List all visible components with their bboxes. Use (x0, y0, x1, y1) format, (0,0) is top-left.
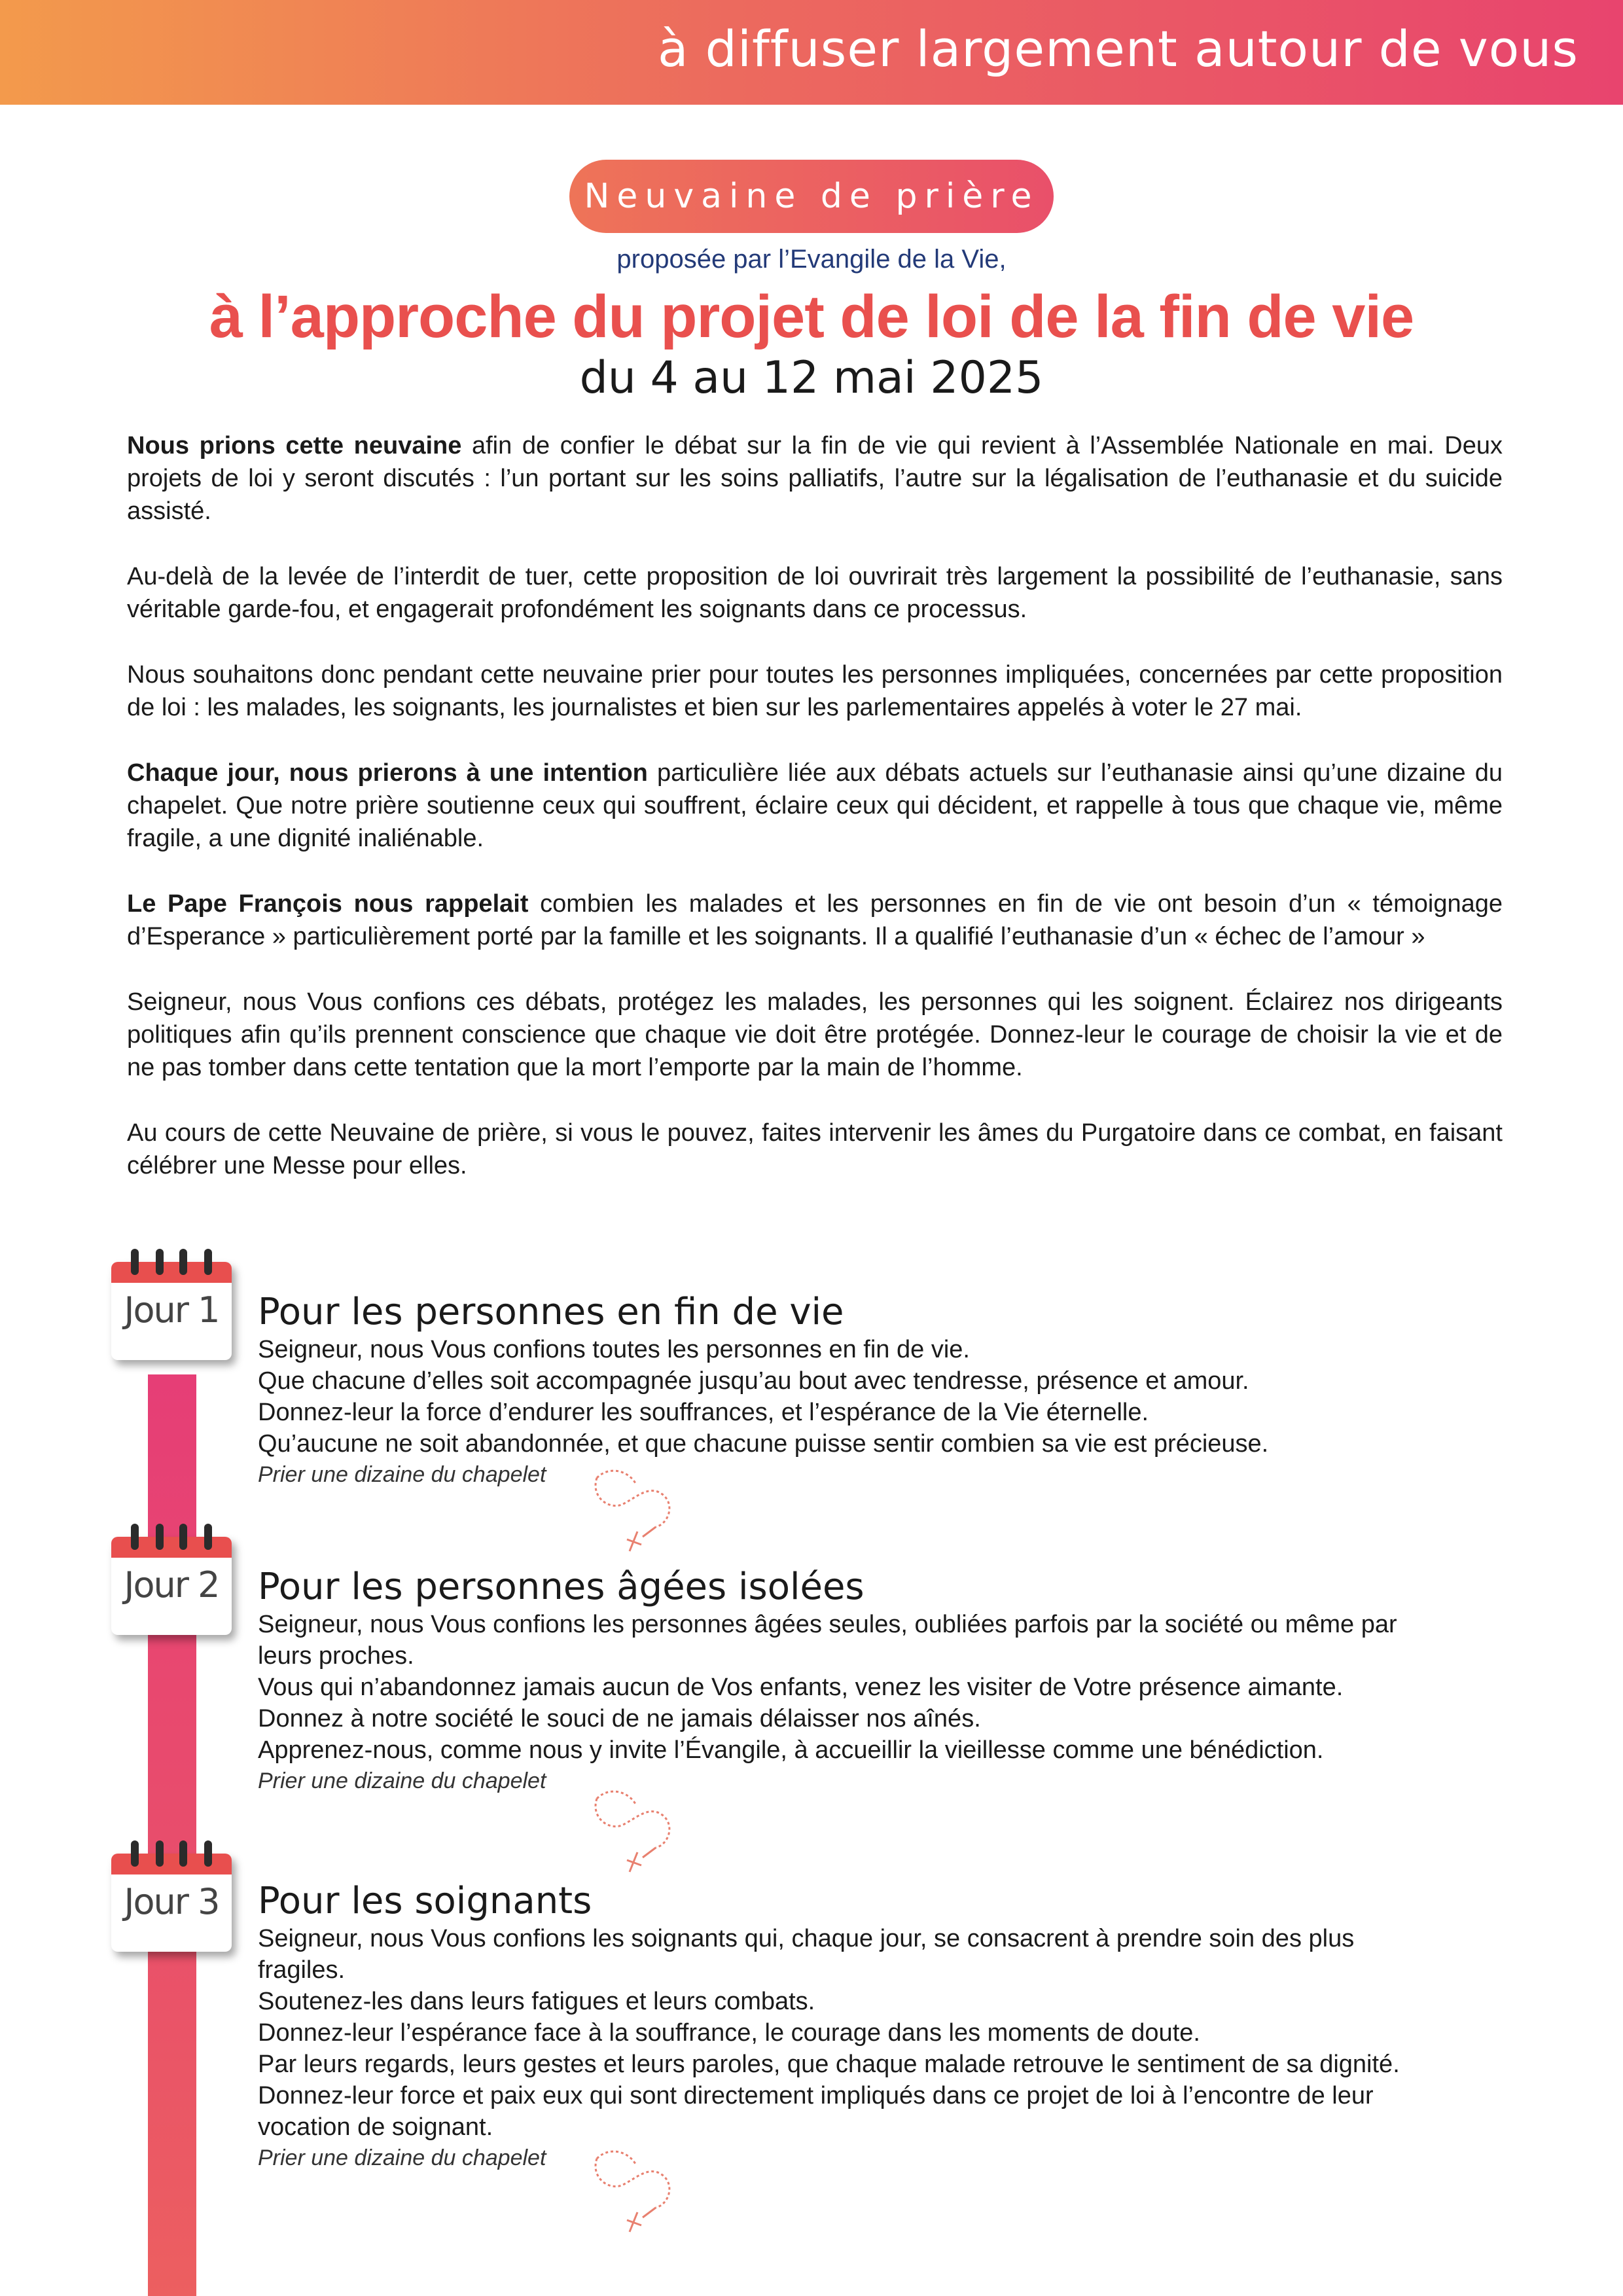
novena-pill: Neuvaine de prière (569, 160, 1054, 233)
subtitle: proposée par l’Evangile de la Vie, (616, 245, 1007, 274)
day-label: Jour 1 (124, 1289, 219, 1331)
day-line: Seigneur, nous Vous confions les soignants qui, chaque jour, se consacrent à prendre soin des plus (258, 1925, 1355, 1952)
day-line: Seigneur, nous Vous confions toutes les personnes en fin de vie. (258, 1336, 970, 1363)
day-line: Vous qui n’abandonnez jamais aucun de Vos enfants, venez les visiter de Votre présence aimante. (258, 1674, 1344, 1701)
day-line: Donnez-leur force et paix eux qui sont directement impliqués dans ce projet de loi à l’encontre de leur (258, 2082, 1374, 2109)
intro-bold-4: Chaque jour, nous prierons à une intention (127, 759, 648, 787)
rosary-note: Prier une dizaine du chapelet (258, 1462, 546, 1487)
intro-bold-1: Nous prions cette neuvaine (127, 432, 462, 459)
day-line: Soutenez-les dans leurs fatigues et leurs combats. (258, 1988, 815, 2015)
top-banner (0, 0, 1623, 105)
day-line: Donnez-leur la force d’endurer les souffrances, et l’espérance de la Vie éternelle. (258, 1399, 1149, 1426)
day-line: Donnez-leur l’espérance face à la souffrance, le courage dans les moments de doute. (258, 2019, 1200, 2047)
day-line: Donnez à notre société le souci de ne jamais délaisser nos aînés. (258, 1705, 981, 1732)
day-label: Jour 2 (124, 1564, 219, 1605)
timeline-bar (148, 1374, 196, 2296)
day-title: Pour les personnes en fin de vie (258, 1291, 844, 1333)
day-label: Jour 3 (124, 1881, 219, 1922)
intro-paragraph-6: Seigneur, nous Vous confions ces débats, protégez les malades, les personnes qui les soignent. Éclairez nos dirigeants politiques afin qu’ils prennent conscience que chaque vie doit être protégée. Donnez-leur le courage de choisir la vie et de ne pas tomber dans cette tentation que la mort l’emporte par la main de l’homme. (127, 988, 1503, 1081)
day-line: vocation de soignant. (258, 2113, 493, 2141)
day-title: Pour les soignants (258, 1880, 592, 1922)
day-section (258, 1566, 1514, 1796)
rosary-note: Prier une dizaine du chapelet (258, 1768, 546, 1793)
calendar-icon (111, 1524, 232, 1635)
day-line: Que chacune d’elles soit accompagnée jusqu’au bout avec tendresse, présence et amour. (258, 1367, 1249, 1395)
intro-bold-5: Le Pape François nous rappelait (127, 890, 529, 918)
calendar-icon (111, 1249, 232, 1360)
intro-text-1: afin de confier le débat sur la fin de vie qui revient à l’Assemblée Nationale en mai. Deux projets de loi y seront discutés : l’un portant sur les soins palliatifs, l’autre sur la légalisation de l’euthanasie et du suicide assisté. (127, 432, 1503, 525)
rosary-icon (584, 1779, 682, 1877)
rosary-icon (584, 2139, 682, 2237)
intro-paragraph-5 (127, 888, 1503, 953)
day-line: leurs proches. (258, 1642, 414, 1670)
day-line: Apprenez-nous, comme nous y invite l’Évangile, à accueillir la vieillesse comme une bénédiction. (258, 1736, 1324, 1764)
day-line: Seigneur, nous Vous confions les personnes âgées seules, oubliées parfois par la société ou même par (258, 1611, 1397, 1638)
banner-text: à diffuser largement autour de vous (657, 20, 1578, 78)
day-title: Pour les personnes âgées isolées (258, 1566, 865, 1608)
intro-paragraph-4 (127, 757, 1503, 855)
page-title: à l’approche du projet de loi de la fin de vie (209, 283, 1414, 350)
intro-text (127, 429, 1503, 1215)
intro-paragraph-3: Nous souhaitons donc pendant cette neuvaine prier pour toutes les personnes impliquées, concernées par cette proposition de loi : les malades, les soignants, les journalistes et bien sur les parlementaires appelés à voter le 27 mai. (127, 661, 1503, 721)
intro-text-4: particulière liée aux débats actuels sur l’euthanasie ainsi qu’une dizaine du chapelet. Que notre prière soutienne ceux qui souffrent, éclaire ceux qui décident, et rappelle à tous que chaque vie, même fragile, a une dignité inaliénable. (127, 759, 1503, 852)
day-line: fragiles. (258, 1956, 346, 1984)
rosary-note: Prier une dizaine du chapelet (258, 2145, 546, 2170)
intro-paragraph-2: Au-delà de la levée de l’interdit de tuer, cette proposition de loi ouvrirait très largement la possibilité de l’euthanasie, sans véritable garde-fou, et engagerait profondément les soignants dans ce processus. (127, 563, 1503, 623)
day-section (258, 1880, 1514, 2173)
rosary-icon (584, 1458, 682, 1556)
intro-paragraph-1 (127, 429, 1503, 528)
calendar-icon (111, 1840, 232, 1952)
day-section (258, 1291, 1514, 1490)
intro-text-5: combien les malades et les personnes en fin de vie ont besoin d’un « témoignage d’Esperance » particulièrement porté par la famille et les soignants. Il a qualifié l’euthanasie d’un « échec de l’amour » (127, 890, 1503, 950)
intro-paragraph-7: Au cours de cette Neuvaine de prière, si vous le pouvez, faites intervenir les âmes du Purgatoire dans ce combat, en faisant célébrer une Messe pour elles. (127, 1119, 1503, 1179)
day-line: Par leurs regards, leurs gestes et leurs paroles, que chaque malade retrouve le sentiment de sa dignité. (258, 2051, 1400, 2078)
dates: du 4 au 12 mai 2025 (579, 352, 1044, 404)
day-line: Qu’aucune ne soit abandonnée, et que chacune puisse sentir combien sa vie est précieuse. (258, 1430, 1269, 1458)
